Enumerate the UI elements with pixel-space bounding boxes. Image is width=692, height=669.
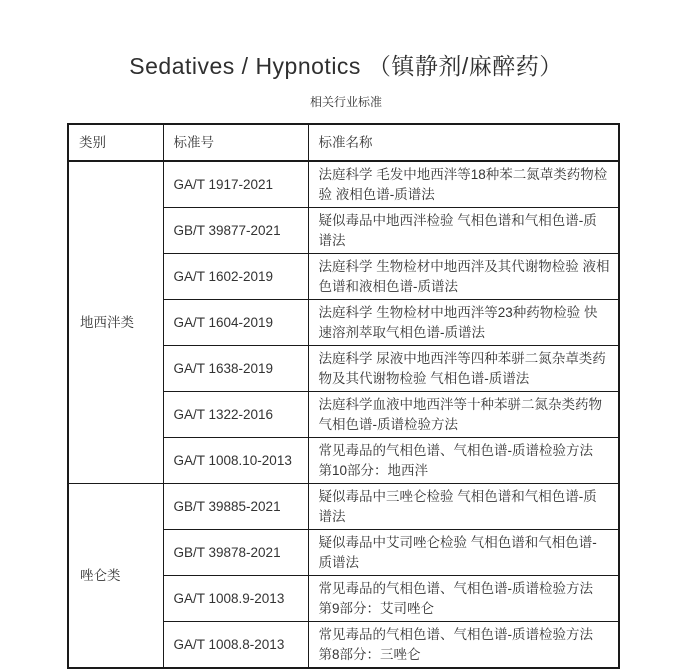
standard-code: GA/T 1604-2019 [163, 300, 308, 346]
table-header [68, 124, 619, 161]
page-subtitle: 相关行业标准 [309, 95, 382, 109]
standard-name: 法庭科学 生物检材中地西泮等23种药物检验 快速溶剂萃取气相色谱-质谱法 [308, 300, 619, 346]
standard-name: 法庭科学 尿液中地西泮等四种苯骈二氮杂䓬类药物及其代谢物检验 气相色谱-质谱法 [308, 346, 619, 392]
standard-code: GB/T 39878-2021 [163, 530, 308, 576]
standard-code: GA/T 1602-2019 [163, 254, 308, 300]
header-code: 标准号 [163, 124, 308, 161]
standard-code: GA/T 1008.9-2013 [163, 576, 308, 622]
standard-code: GB/T 39877-2021 [163, 208, 308, 254]
table-row [68, 484, 619, 530]
category-cell-diazepam: 地西泮类 [68, 161, 163, 484]
standard-code: GA/T 1322-2016 [163, 392, 308, 438]
standard-code: GA/T 1008.10-2013 [163, 438, 308, 484]
standard-name: 常见毒品的气相色谱、气相色谱-质谱检验方法 第10部分：地西泮 [308, 438, 619, 484]
header-category: 类别 [68, 124, 163, 161]
standard-code: GA/T 1008.8-2013 [163, 622, 308, 669]
standard-name: 疑似毒品中艾司唑仑检验 气相色谱和气相色谱-质谱法 [308, 530, 619, 576]
standard-code: GA/T 1917-2021 [163, 161, 308, 208]
standards-table [67, 123, 620, 669]
standard-name: 法庭科学 生物检材中地西泮及其代谢物检验 液相色谱和液相色谱-质谱法 [308, 254, 619, 300]
standard-code: GB/T 39885-2021 [163, 484, 308, 530]
table-row [68, 161, 619, 208]
category-cell-zolam: 唑仑类 [68, 484, 163, 669]
standard-name: 疑似毒品中地西泮检验 气相色谱和气相色谱-质谱法 [308, 208, 619, 254]
header-row [68, 124, 619, 161]
standard-code: GA/T 1638-2019 [163, 346, 308, 392]
header-name: 标准名称 [308, 124, 619, 161]
standard-name: 法庭科学 毛发中地西泮等18种苯二氮䓬类药物检验 液相色谱-质谱法 [308, 161, 619, 208]
standard-name: 法庭科学血液中地西泮等十种苯骈二氮杂类药物气相色谱-质谱检验方法 [308, 392, 619, 438]
page-title: Sedatives / Hypnotics （镇静剂/麻醉药） [129, 53, 563, 79]
standard-name: 常见毒品的气相色谱、气相色谱-质谱检验方法 第8部分：三唑仑 [308, 622, 619, 669]
standard-name: 疑似毒品中三唑仑检验 气相色谱和气相色谱-质谱法 [308, 484, 619, 530]
standard-name: 常见毒品的气相色谱、气相色谱-质谱检验方法 第9部分：艾司唑仑 [308, 576, 619, 622]
